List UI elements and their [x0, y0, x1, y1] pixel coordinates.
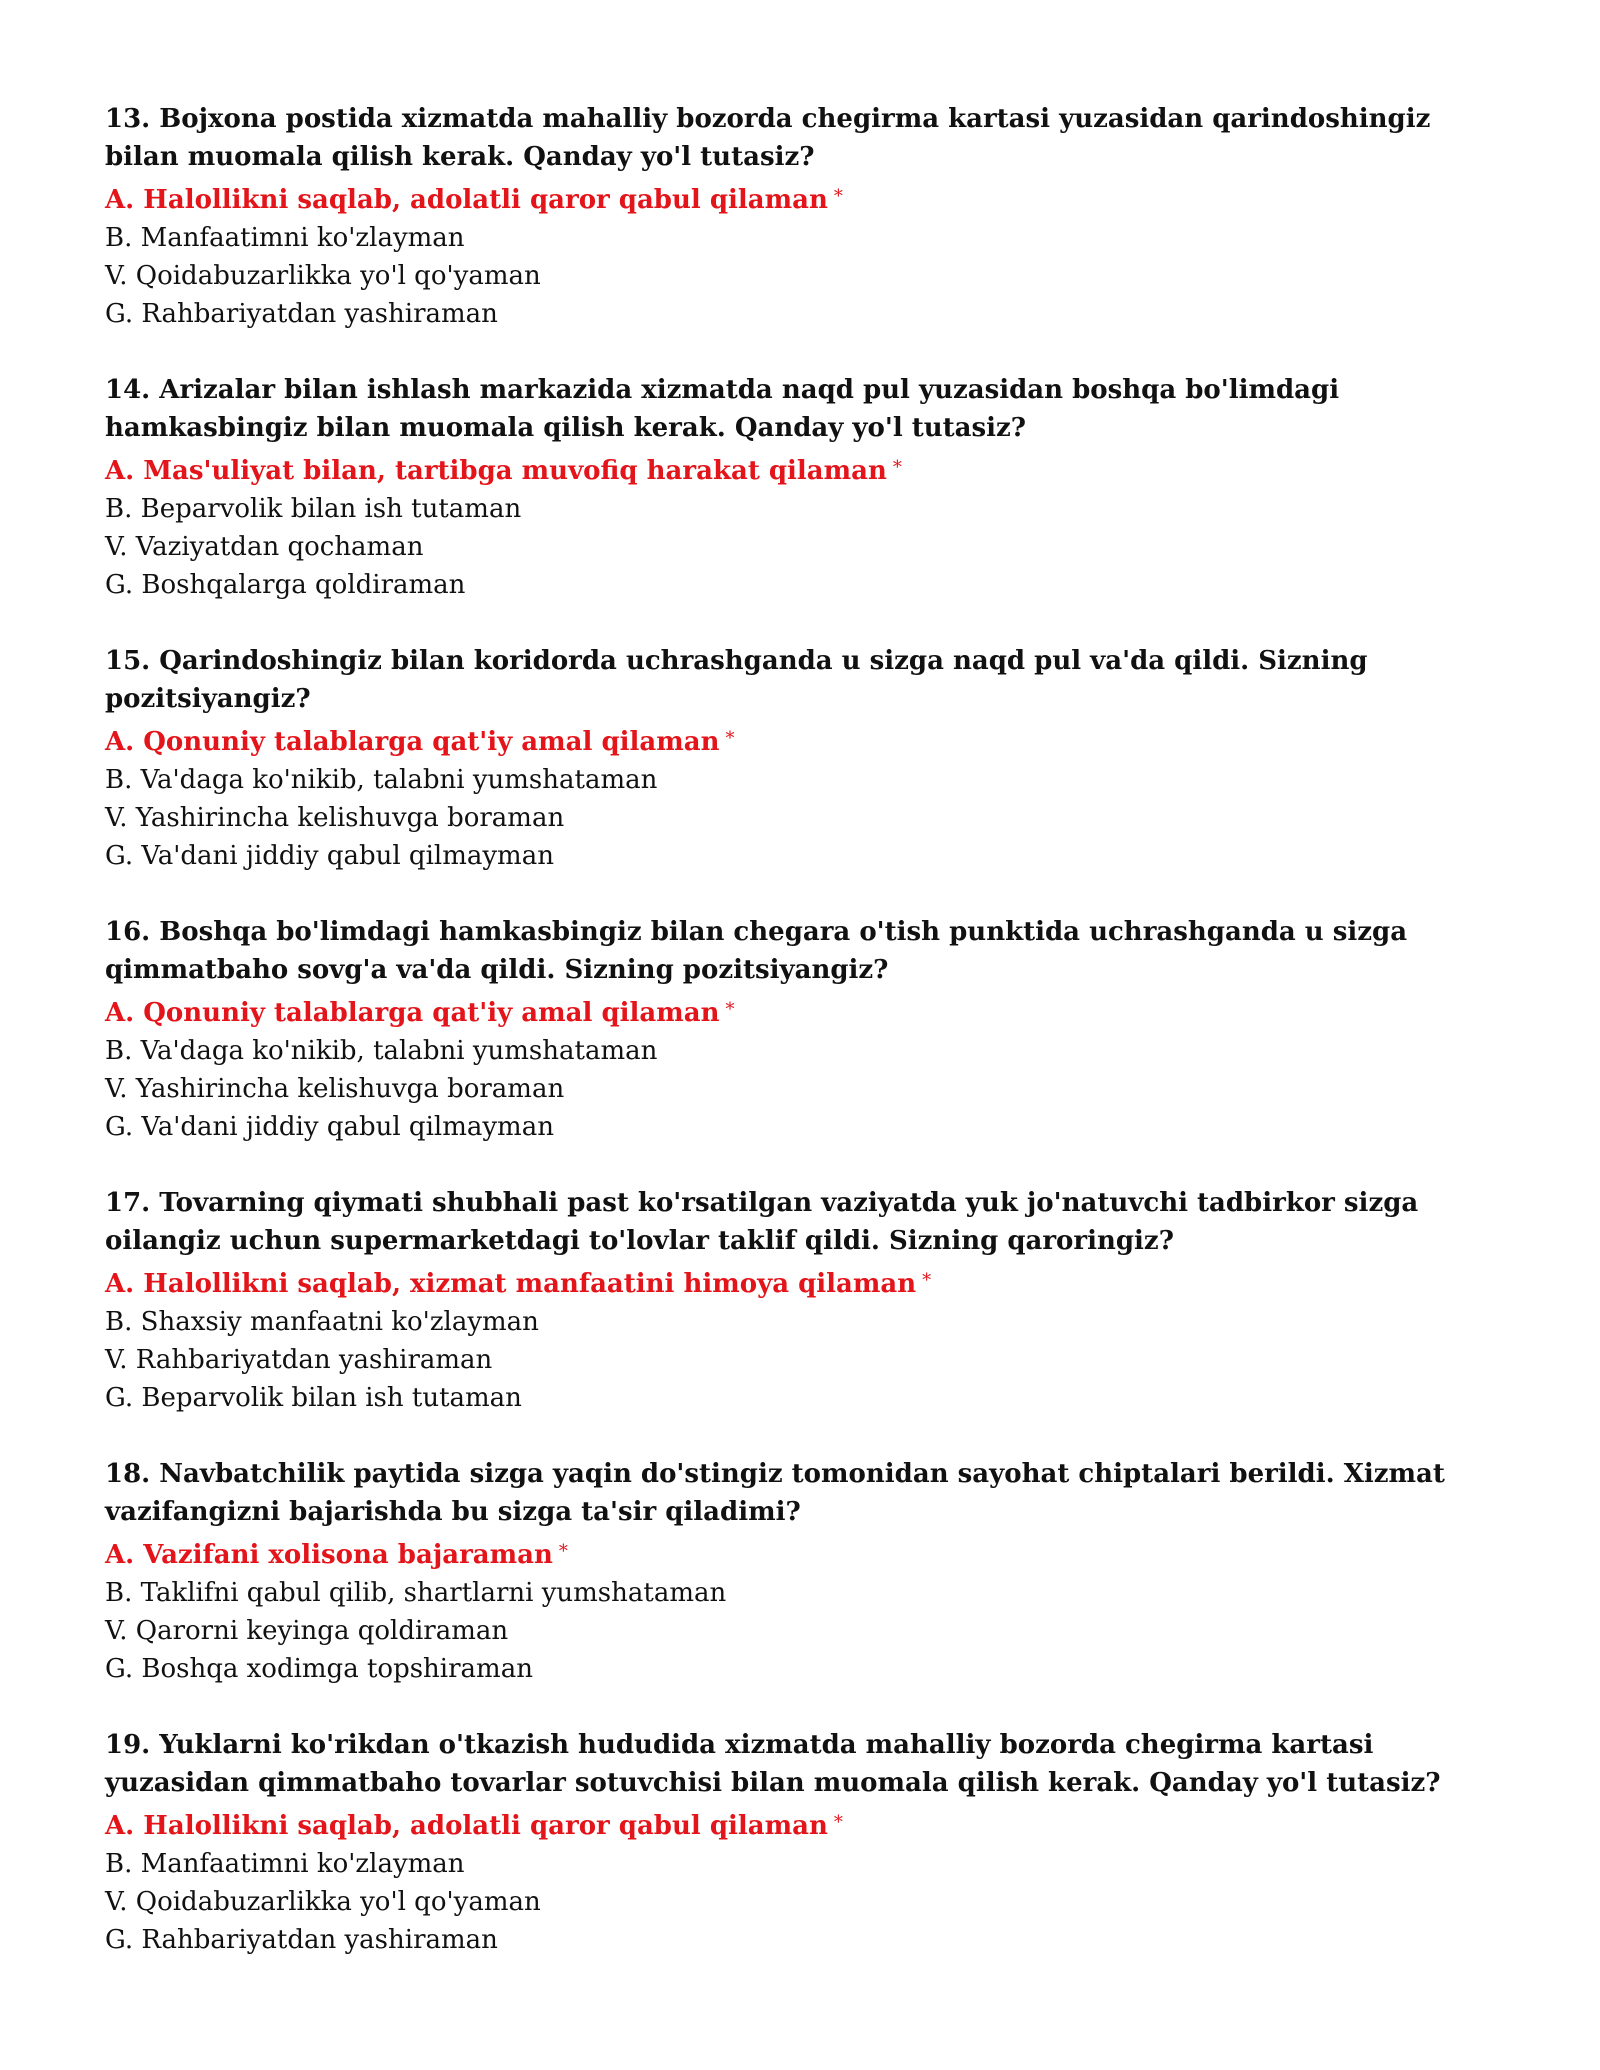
answer-option: V. Vaziyatdan qochaman: [105, 532, 424, 562]
question-14: [105, 371, 1500, 604]
answer-option: V. Rahbariyatdan yashiraman: [105, 1345, 493, 1375]
correct-mark: *: [725, 999, 735, 1020]
answer-option: G. Va'dani jiddiy qabul qilmayman: [105, 1112, 554, 1142]
answer-option: G. Boshqalarga qoldiraman: [105, 570, 466, 600]
correct-mark: *: [892, 457, 902, 478]
answer-option: B. Shaxsiy manfaatni ko'zlayman: [105, 1307, 539, 1337]
correct-answer: [105, 1804, 1500, 1845]
answer-text: A. Halollikni saqlab, xizmat manfaatini himoya qilaman: [105, 1269, 917, 1299]
question-text: 13. Bojxona postida xizmatda mahalliy bozorda chegirma kartasi yuzasidan qarindoshingiz bilan muomala qilish kerak. Qanday yo'l tutasiz?: [105, 104, 1431, 172]
correct-mark: *: [922, 1270, 932, 1291]
answer-text: A. Mas'uliyat bilan, tartibga muvofiq harakat qilaman: [105, 456, 887, 486]
question-text: 16. Boshqa bo'limdagi hamkasbingiz bilan chegara o'tish punktida uchrashganda u sizga qimmatbaho sovg'a va'da qildi. Sizning pozitsiyangiz?: [105, 917, 1408, 985]
question-16: [105, 913, 1500, 1146]
answer-option: V. Qoidabuzarlikka yo'l qo'yaman: [105, 261, 541, 291]
question-text: 14. Arizalar bilan ishlash markazida xizmatda naqd pul yuzasidan boshqa bo'limdagi hamkasbingiz bilan muomala qilish kerak. Qanday yo'l tutasiz?: [105, 375, 1340, 443]
answer-option: V. Qoidabuzarlikka yo'l qo'yaman: [105, 1887, 541, 1917]
answer-option: V. Qarorni keyinga qoldiraman: [105, 1616, 509, 1646]
correct-answer: [105, 449, 1500, 490]
question-17: [105, 1184, 1500, 1417]
answer-option: V. Yashirincha kelishuvga boraman: [105, 803, 565, 833]
question-15: [105, 642, 1500, 875]
correct-mark: *: [833, 186, 843, 207]
question-18: [105, 1455, 1500, 1688]
answer-option: B. Va'daga ko'nikib, talabni yumshataman: [105, 765, 658, 795]
answer-text: A. Qonuniy talablarga qat'iy amal qilaman: [105, 998, 720, 1028]
question-text: 17. Tovarning qiymati shubhali past ko'rsatilgan vaziyatda yuk jo'natuvchi tadbirkor sizga oilangiz uchun supermarketdagi to'lovlar taklif qildi. Sizning qaroringiz?: [105, 1188, 1419, 1256]
answer-text: A. Halollikni saqlab, adolatli qaror qabul qilaman: [105, 185, 828, 215]
correct-mark: *: [558, 1541, 568, 1562]
answer-option: B. Manfaatimni ko'zlayman: [105, 1849, 465, 1879]
answer-option: G. Rahbariyatdan yashiraman: [105, 1925, 498, 1955]
question-text: 18. Navbatchilik paytida sizga yaqin do'stingiz tomonidan sayohat chiptalari berildi. Xizmat vazifangizni bajarishda bu sizga ta'sir qiladimi?: [105, 1459, 1445, 1527]
correct-answer: [105, 178, 1500, 219]
correct-answer: [105, 991, 1500, 1032]
correct-mark: *: [833, 1812, 843, 1833]
answer-option: V. Yashirincha kelishuvga boraman: [105, 1074, 565, 1104]
correct-answer: [105, 1533, 1500, 1574]
answer-option: B. Beparvolik bilan ish tutaman: [105, 494, 522, 524]
question-19: [105, 1726, 1500, 1959]
answer-text: A. Qonuniy talablarga qat'iy amal qilaman: [105, 727, 720, 757]
correct-mark: *: [725, 728, 735, 749]
correct-answer: [105, 720, 1500, 761]
question-text: 15. Qarindoshingiz bilan koridorda uchrashganda u sizga naqd pul va'da qildi. Sizning pozitsiyangiz?: [105, 646, 1368, 714]
correct-answer: [105, 1262, 1500, 1303]
question-13: [105, 100, 1500, 333]
question-text: 19. Yuklarni ko'rikdan o'tkazish hududida xizmatda mahalliy bozorda chegirma kartasi yuzasidan qimmatbaho tovarlar sotuvchisi bilan muomala qilish kerak. Qanday yo'l tutasiz?: [105, 1730, 1441, 1798]
answer-text: A. Halollikni saqlab, adolatli qaror qabul qilaman: [105, 1811, 828, 1841]
answer-option: B. Taklifni qabul qilib, shartlarni yumshataman: [105, 1578, 727, 1608]
answer-option: G. Va'dani jiddiy qabul qilmayman: [105, 841, 554, 871]
answer-text: A. Vazifani xolisona bajaraman: [105, 1540, 553, 1570]
answer-option: G. Rahbariyatdan yashiraman: [105, 299, 498, 329]
answer-option: G. Beparvolik bilan ish tutaman: [105, 1383, 522, 1413]
answer-option: B. Manfaatimni ko'zlayman: [105, 223, 465, 253]
answer-option: B. Va'daga ko'nikib, talabni yumshataman: [105, 1036, 658, 1066]
answer-option: G. Boshqa xodimga topshiraman: [105, 1654, 533, 1684]
